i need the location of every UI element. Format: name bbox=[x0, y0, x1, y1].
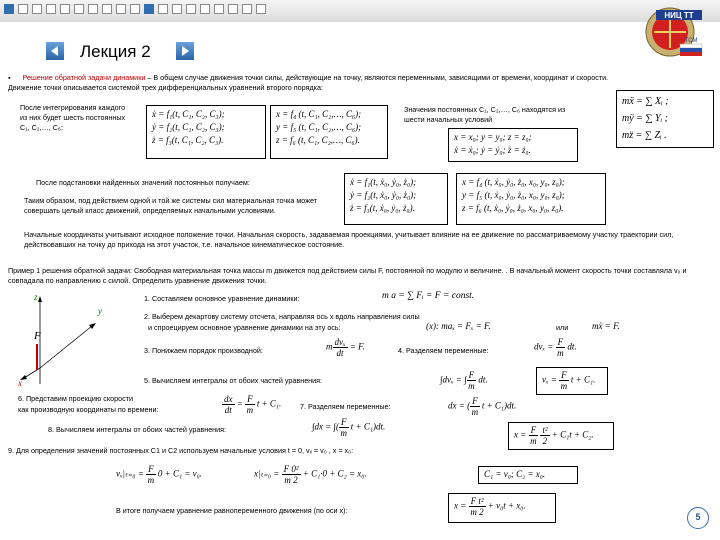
diff-eq: mÿ = ∑ Yᵢ ; bbox=[622, 113, 669, 124]
step-8-equation: ∫dx = ∫( $\frac{F}{m}$ t + C₁)dt. bbox=[312, 417, 386, 438]
header-square bbox=[186, 4, 196, 14]
header-square bbox=[116, 4, 126, 14]
step-9-eq-1: vₓ|ₜ₌₀ = $\frac{F}{m}$ 0 + C₁ = v₀. bbox=[116, 464, 203, 485]
step-9-eq-2: x|ₜ₌₀ = $\frac{\text{F 0²}}{m 2}$ + C₁·0 + C₂ = x₀. bbox=[254, 464, 367, 485]
equation: y = f₅ (t, ẋ₀, ẏ₀, ż₀, x₀, y₀, z₀); bbox=[462, 190, 565, 200]
header-square bbox=[172, 4, 182, 14]
final-text: В итоге получаем уравнение равнопеременного движения (по оси x): bbox=[116, 506, 348, 515]
intro-paragraph bbox=[8, 73, 642, 93]
prev-slide-button[interactable] bbox=[46, 42, 64, 60]
step-1-equation: m a = ∑ Fᵢ = F = const. bbox=[382, 291, 475, 301]
sub-velocity-box bbox=[344, 173, 448, 225]
equation: x = f₄ (t, ẋ₀, ẏ₀, ż₀, x₀, y₀, z₀); bbox=[462, 177, 565, 187]
conclusion-text: Таким образом, под действием одной и той же системы сил материальная точка может совершать целый класс движений, определяемых начальными условиями. bbox=[24, 196, 318, 215]
step-2-or: или bbox=[556, 323, 569, 332]
constants-result-box bbox=[478, 466, 578, 484]
page-title: Лекция 2 bbox=[80, 42, 151, 61]
svg-text:ТСМ: ТСМ bbox=[684, 38, 698, 44]
step-8: 8. Вычисляем интегралы от обоих частей уравнения: bbox=[48, 425, 227, 434]
header-square bbox=[242, 4, 252, 14]
arrow-left-icon bbox=[46, 42, 64, 60]
equation: z = f₆ (t, C₁, C₂,…, C₆). bbox=[276, 135, 360, 145]
equation: ẏ = f₂(t, C₁, C₂, C₃); bbox=[152, 122, 225, 132]
arrow-right-icon bbox=[176, 42, 194, 60]
page-number: 5 bbox=[687, 507, 709, 529]
equation: ẋ = ẋ₀; ẏ = ẏ₀; ż = ż₀. bbox=[454, 145, 531, 155]
header-square bbox=[74, 4, 84, 14]
step-3: 3. Понижаем порядок производной: bbox=[144, 346, 263, 355]
header-square bbox=[46, 4, 56, 14]
step-9: 9. Для определения значений постоянных C1 и C2 используем начальные условия t = 0, vₓ = v₀ , x = x₀: bbox=[8, 446, 354, 455]
bullet-icon: ▪ bbox=[8, 73, 11, 82]
equation: ẋ = f₁(t, ẋ₀, ẏ₀, ż₀); bbox=[350, 177, 417, 187]
substitution-text: После подстановки найденных значений постоянных получаем: bbox=[36, 178, 250, 187]
step-7: 7. Разделяем переменные: bbox=[300, 402, 391, 411]
header-square bbox=[4, 4, 14, 14]
equation: ẏ = f₂(t, ẋ₀, ẏ₀, ż₀); bbox=[350, 190, 417, 200]
coordinate-functions-box bbox=[270, 105, 388, 159]
header-square bbox=[158, 4, 168, 14]
step-7-equation: dx = ( $\frac{F}{m}$ t + C₁)dt. bbox=[448, 396, 517, 417]
step-5-equation: ∫dvₓ = ∫ $\frac{F}{m}$ dt. bbox=[440, 370, 488, 391]
force-label: F bbox=[34, 330, 41, 342]
header-square bbox=[130, 4, 140, 14]
velocity-functions-box bbox=[146, 105, 266, 159]
step-2-equation-2: mẍ = F. bbox=[592, 321, 620, 331]
step-2a: 2. Выберем декартову систему отсчета, направляя ось x вдоль направления силы bbox=[144, 312, 420, 321]
step-2-equation: (x): maₓ = Fₓ = F. bbox=[426, 321, 491, 331]
step-6-equation: $\frac{dx}{dt}$ = $\frac{F}{m}$ t + C₁. bbox=[224, 394, 282, 415]
force-vector bbox=[36, 344, 38, 370]
initial-conditions-box bbox=[448, 128, 578, 162]
step-4: 4. Разделяем переменные: bbox=[398, 346, 489, 355]
step-1: 1. Составляем основное уравнение динамики: bbox=[144, 294, 300, 303]
axis-label-z: z bbox=[34, 292, 38, 302]
intro-text: – В общем случае движения точки силы, действующие на точку, являются переменными, зависящими от времени, координат и скорости. Движение точки описывается системой трех дифференциальных уравнений второго порядка: bbox=[8, 73, 609, 92]
equation: C₁ = v₀; C₂ = x₀. bbox=[484, 469, 546, 479]
step-4-equation: dvₓ = $\frac{F}{m}$ dt. bbox=[534, 337, 577, 358]
equation: z = f₆ (t, ẋ₀, ẏ₀, ż₀, x₀, y₀, z₀). bbox=[462, 203, 564, 213]
header-square bbox=[214, 4, 224, 14]
header-square bbox=[144, 4, 154, 14]
diff-eq: mẍ = ∑ Xᵢ ; bbox=[622, 96, 669, 107]
constants-text: Значения постоянных C₁, C₂,…, C₆ находятся из шести начальных условий bbox=[404, 105, 566, 124]
header-square bbox=[88, 4, 98, 14]
next-slide-button[interactable] bbox=[176, 42, 194, 60]
diff-eq: mz̈ = ∑ Zᵢ . bbox=[622, 130, 667, 141]
header-square bbox=[228, 4, 238, 14]
axes-diagram bbox=[10, 290, 130, 386]
equation: ż = f₃(t, C₁, C₂, C₃). bbox=[152, 135, 224, 145]
header-square bbox=[18, 4, 28, 14]
integration-text: После интегрирования каждого из них будет шесть постоянных C₁, C₂,…, C₆: bbox=[20, 103, 126, 132]
step-8-result-box: x = $\frac{F}{m}$ $\frac{\text{t²}}{2}$ + C₁t + C₂. bbox=[508, 422, 614, 450]
equation: ẋ = f₁(t, C₁, C₂, C₃); bbox=[152, 109, 225, 119]
step-5-result-box: vₓ = $\frac{F}{m}$ t + C₁. bbox=[536, 367, 608, 395]
step-6a: 6. Представим проекцию скорости bbox=[18, 394, 134, 403]
step-6b: как производную координаты по времени: bbox=[18, 405, 159, 414]
conclusion-text-2: Начальные координаты учитывают исходное положение точки. Начальная скорость, задаваемая проекциями, учитывает влияние на ее движение по рассматриваемому участку траектории сил, действовавших на точку до прихода на этот участок, т.е. начальное кинематическое состояние. bbox=[24, 230, 674, 249]
step-2b: и спроецируем основное уравнение динамики на эту ось: bbox=[148, 323, 341, 332]
top-bar bbox=[0, 0, 720, 22]
header-square bbox=[200, 4, 210, 14]
axis-label-y: y bbox=[98, 306, 102, 316]
example-text: Пример 1 решения обратной задачи: Свободная материальная точка массы m движется под действием силы F, постоянной по модулю и величине. . В начальный момент скорость точки составляла v₀ и совпадала по направлению с силой. Определить уравнение движения точки. bbox=[8, 266, 687, 285]
axis-label-x: x bbox=[18, 378, 22, 388]
equation: x = x₀; y = y₀; z = z₀; bbox=[454, 132, 532, 142]
intro-heading: Решение обратной задачи динамики bbox=[22, 73, 146, 82]
svg-text:НИЦ ТТ: НИЦ ТТ bbox=[664, 11, 694, 20]
header-square bbox=[32, 4, 42, 14]
header-square bbox=[60, 4, 70, 14]
diff-eqs-box bbox=[616, 90, 714, 148]
equation: x = f₄ (t, C₁, C₂,…, C₆); bbox=[276, 109, 362, 119]
header-square bbox=[102, 4, 112, 14]
equation: y = f₅ (t, C₁, C₂,…, C₆); bbox=[276, 122, 362, 132]
institute-logo bbox=[640, 4, 706, 60]
step-3-equation: m $\frac{\text{dvₓ}}{dt}$ = F. bbox=[326, 337, 365, 358]
final-equation-box: x = $\frac{\text{F t²}}{m 2}$ + v₀t + x₀. bbox=[448, 493, 556, 523]
equation: ż = f₃(t, ẋ₀, ẏ₀, ż₀). bbox=[350, 203, 415, 213]
step-5: 5. Вычисляем интегралы от обоих частей уравнения: bbox=[144, 376, 323, 385]
sub-coordinate-box bbox=[456, 173, 606, 225]
header-square bbox=[256, 4, 266, 14]
